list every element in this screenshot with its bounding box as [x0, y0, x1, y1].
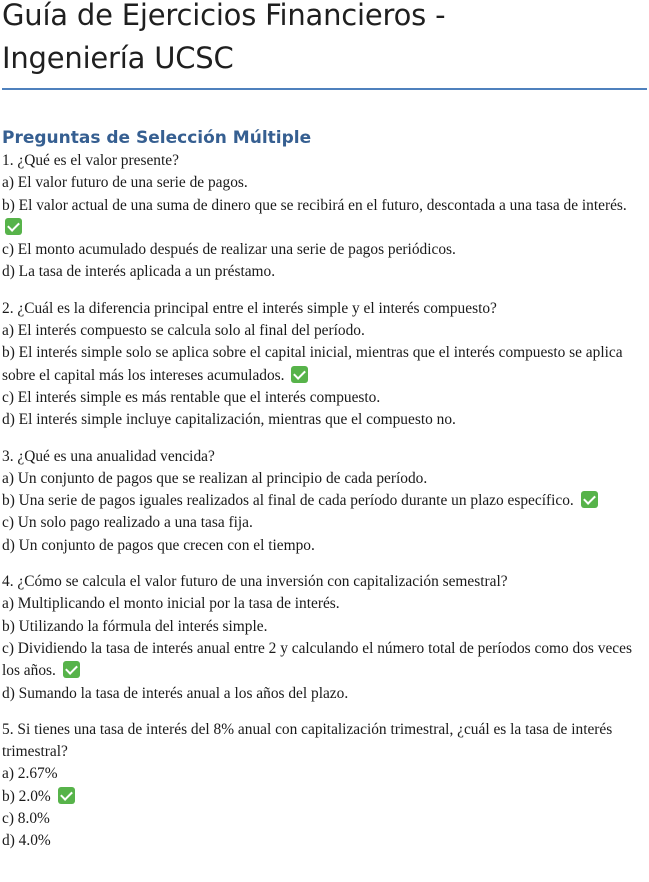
- answer-option: [2, 342, 649, 387]
- answer-option: [2, 195, 649, 240]
- answer-option-text: b) Una serie de pagos iguales realizados al final de cada período durante un plazo específico.: [2, 492, 574, 510]
- answer-option: [2, 535, 649, 557]
- questions-list: [2, 150, 649, 853]
- document-title: [2, 0, 649, 80]
- question-prompt: 1. ¿Qué es el valor presente?: [2, 152, 179, 169]
- answer-option-text: b) El valor actual de una suma de dinero que se recibirá en el futuro, descontada a una tasa de interés.: [2, 196, 627, 214]
- answer-option-text: a) Multiplicando el monto inicial por la tasa de interés.: [2, 595, 340, 613]
- answer-option-text: d) Un conjunto de pagos que crecen con el tiempo.: [2, 536, 315, 554]
- answer-option-text: b) 2.0%: [2, 787, 51, 805]
- answer-option-text: d) Sumando la tasa de interés anual a los años del plazo.: [2, 684, 349, 702]
- question-prompt: 2. ¿Cuál es la diferencia principal entre el interés simple y el interés compuesto?: [2, 299, 497, 317]
- answer-option-text: c) El monto acumulado después de realizar una serie de pagos periódicos.: [2, 241, 456, 259]
- answer-option-text: a) El interés compuesto se calcula solo al final del período.: [2, 322, 365, 340]
- check-mark-icon: [5, 218, 22, 235]
- question-3: [2, 446, 649, 557]
- section-title: Preguntas de Selección Múltiple: [2, 128, 312, 148]
- answer-option: [2, 616, 649, 638]
- answer-option-text: a) 2.67%: [2, 765, 58, 783]
- answer-option-text: a) El valor futuro de una serie de pagos.: [2, 174, 248, 192]
- question-1: [2, 150, 649, 284]
- answer-option-text: d) 4.0%: [2, 832, 51, 850]
- answer-option: [2, 172, 649, 194]
- check-mark-icon: [63, 661, 80, 678]
- answer-option: [2, 786, 649, 808]
- answer-option: [2, 468, 649, 490]
- answer-option-text: d) La tasa de interés aplicada a un préstamo.: [2, 263, 276, 281]
- answer-option: [2, 808, 649, 830]
- check-mark-icon: [581, 491, 598, 508]
- question-5: [2, 719, 649, 853]
- question-4: [2, 571, 649, 705]
- answer-option: [2, 409, 649, 431]
- answer-option-text: c) 8.0%: [2, 810, 50, 828]
- answer-option-text: c) Un solo pago realizado a una tasa fija.: [2, 514, 253, 532]
- answer-option: [2, 320, 649, 342]
- answer-option: [2, 239, 649, 261]
- title-line-1: Guía de Ejercicios Financieros -: [2, 0, 446, 32]
- answer-option: [2, 593, 649, 615]
- question-prompt: 4. ¿Cómo se calcula el valor futuro de una inversión con capitalización semestral?: [2, 573, 508, 591]
- question-2: [2, 298, 649, 432]
- check-mark-icon: [58, 787, 75, 804]
- answer-option: [2, 763, 649, 785]
- answer-option: [2, 830, 649, 852]
- answer-option: [2, 512, 649, 534]
- answer-option: [2, 387, 649, 409]
- title-line-2: Ingeniería UCSC: [2, 41, 234, 75]
- answer-option-text: b) Utilizando la fórmula del interés simple.: [2, 617, 268, 635]
- answer-option: [2, 638, 649, 683]
- answer-option-text: c) El interés simple es más rentable que el interés compuesto.: [2, 388, 381, 406]
- answer-option-text: b) El interés simple solo se aplica sobre el capital inicial, mientras que el interés compuesto se aplica sobre el capital más los intereses acumulados.: [2, 344, 623, 384]
- question-prompt: 5. Si tienes una tasa de interés del 8% anual con capitalización trimestral, ¿cuál es la tasa de interés trimestral?: [2, 720, 613, 761]
- answer-option: [2, 490, 649, 512]
- answer-option-text: a) Un conjunto de pagos que se realizan al principio de cada período.: [2, 469, 428, 487]
- answer-option-text: c) Dividiendo la tasa de interés anual entre 2 y calculando el número total de períodos como dos veces los años.: [2, 639, 632, 680]
- question-prompt: 3. ¿Qué es una anualidad vencida?: [2, 447, 215, 465]
- title-underline: [2, 88, 647, 90]
- answer-option-text: d) El interés simple incluye capitalización, mientras que el compuesto no.: [2, 411, 456, 429]
- answer-option: [2, 261, 649, 283]
- answer-option: [2, 683, 649, 705]
- check-mark-icon: [291, 366, 308, 383]
